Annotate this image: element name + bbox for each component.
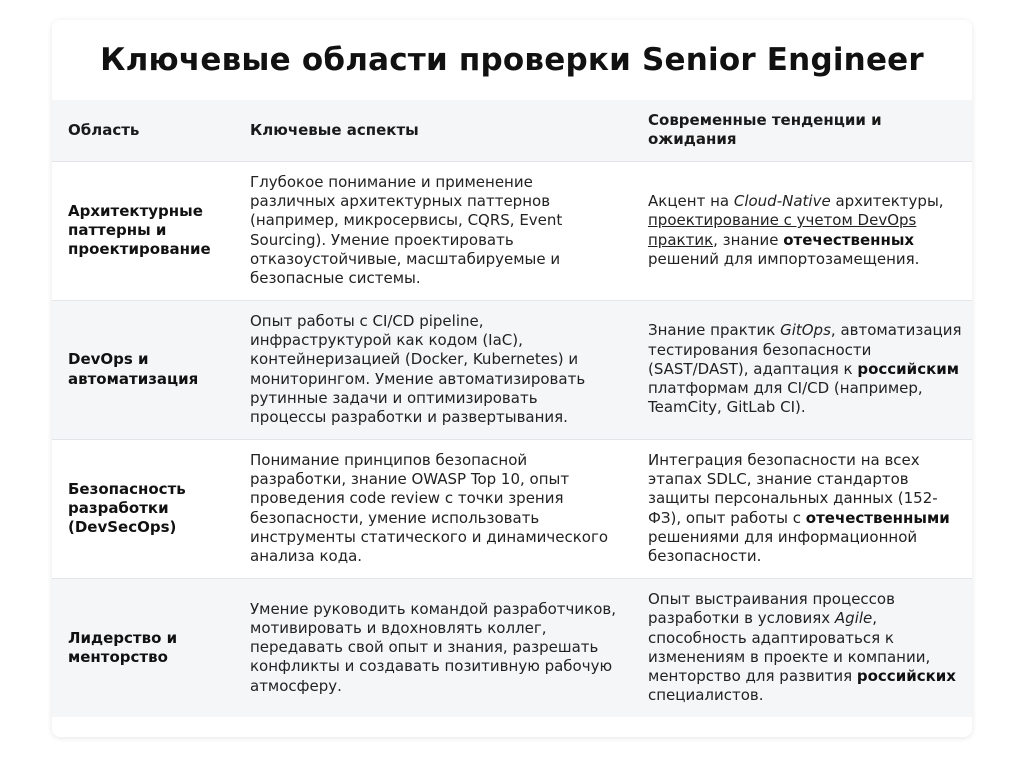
trend-text: Акцент на <box>648 192 734 211</box>
area-cell: Архитектурные паттерны и проектирование <box>68 201 211 259</box>
page-title: Ключевые области проверки Senior Engineer <box>100 42 924 78</box>
trend-bold: отечественными <box>805 508 950 527</box>
trend-italic: GitOps <box>780 321 831 340</box>
trend-text: , способность адаптироваться к изменениям в проекте и компании, менторство для развития <box>648 609 931 685</box>
table-row <box>52 300 972 439</box>
area-cell: Безопасность разработки (DevSecOps) <box>68 479 186 537</box>
table-row <box>52 578 972 717</box>
trend-text: решений для импортозамещения. <box>648 249 920 268</box>
header-area: Область <box>68 120 140 139</box>
trend-text: архитектуры, <box>830 192 944 211</box>
trends-cell <box>632 161 972 300</box>
trend-italic: Agile <box>834 609 873 628</box>
header-trends: Современные тенденции и ожидания <box>648 111 882 149</box>
trend-text: специалистов. <box>648 686 764 705</box>
trend-text: решениями для информационной безопасности. <box>648 527 918 565</box>
trend-underlined: проектирование с учетом DevOps практик <box>648 211 917 249</box>
trend-bold: российских <box>856 666 956 685</box>
trend-text: , автоматизация тестирования безопасности (SAST/DAST), адаптация к <box>648 321 962 378</box>
trend-text: платформам для CI/CD (например, TeamCity, GitLab CI). <box>648 379 923 417</box>
trends-cell <box>632 439 972 578</box>
trends-cell <box>632 578 972 717</box>
area-cell: Лидерство и менторство <box>68 628 178 666</box>
trend-text: , знание <box>713 230 784 249</box>
trend-text: Знание практик <box>648 321 781 340</box>
trend-text: Опыт выстраивания процессов разработки в условиях <box>648 590 895 628</box>
table-row <box>52 439 972 578</box>
aspects-cell: Понимание принципов безопасной разработки, знание OWASP Top 10, опыт проведения code review с точки зрения безопасности, умение использовать инструменты статического и динамического анализа кода. <box>250 450 609 565</box>
table-card <box>52 20 972 737</box>
review-areas-table <box>52 100 972 717</box>
aspects-cell: Глубокое понимание и применение различных архитектурных паттернов (например, микросервисы, CQRS, Event Sourcing). Умение проектировать отказоустойчивые, масштабируемые и безопасные системы. <box>250 172 563 287</box>
trend-bold: отечественных <box>783 230 915 249</box>
area-cell: DevOps и автоматизация <box>68 350 199 388</box>
header-aspects: Ключевые аспекты <box>250 120 419 139</box>
trend-bold: российским <box>857 359 960 378</box>
trend-italic: Cloud-Native <box>733 192 831 211</box>
trend-text: Интеграция безопасности на всех этапах SDLC, знание стандартов защиты персональных данных (152-ФЗ), опыт работы с <box>648 450 938 527</box>
table-header-row <box>52 100 972 161</box>
table-row <box>52 161 972 300</box>
aspects-cell: Опыт работы с CI/CD pipeline, инфраструктурой как кодом (IaC), контейнеризацией (Docker, Kubernetes) и мониторингом. Умение автоматизировать рутинные задачи и оптимизировать процессы разработки и развертывания. <box>250 311 586 426</box>
trends-cell <box>632 300 972 439</box>
aspects-cell: Умение руководить командой разработчиков, мотивировать и вдохновлять коллег, передавать свой опыт и знания, разрешать конфликты и создавать позитивную рабочую атмосферу. <box>250 599 616 695</box>
